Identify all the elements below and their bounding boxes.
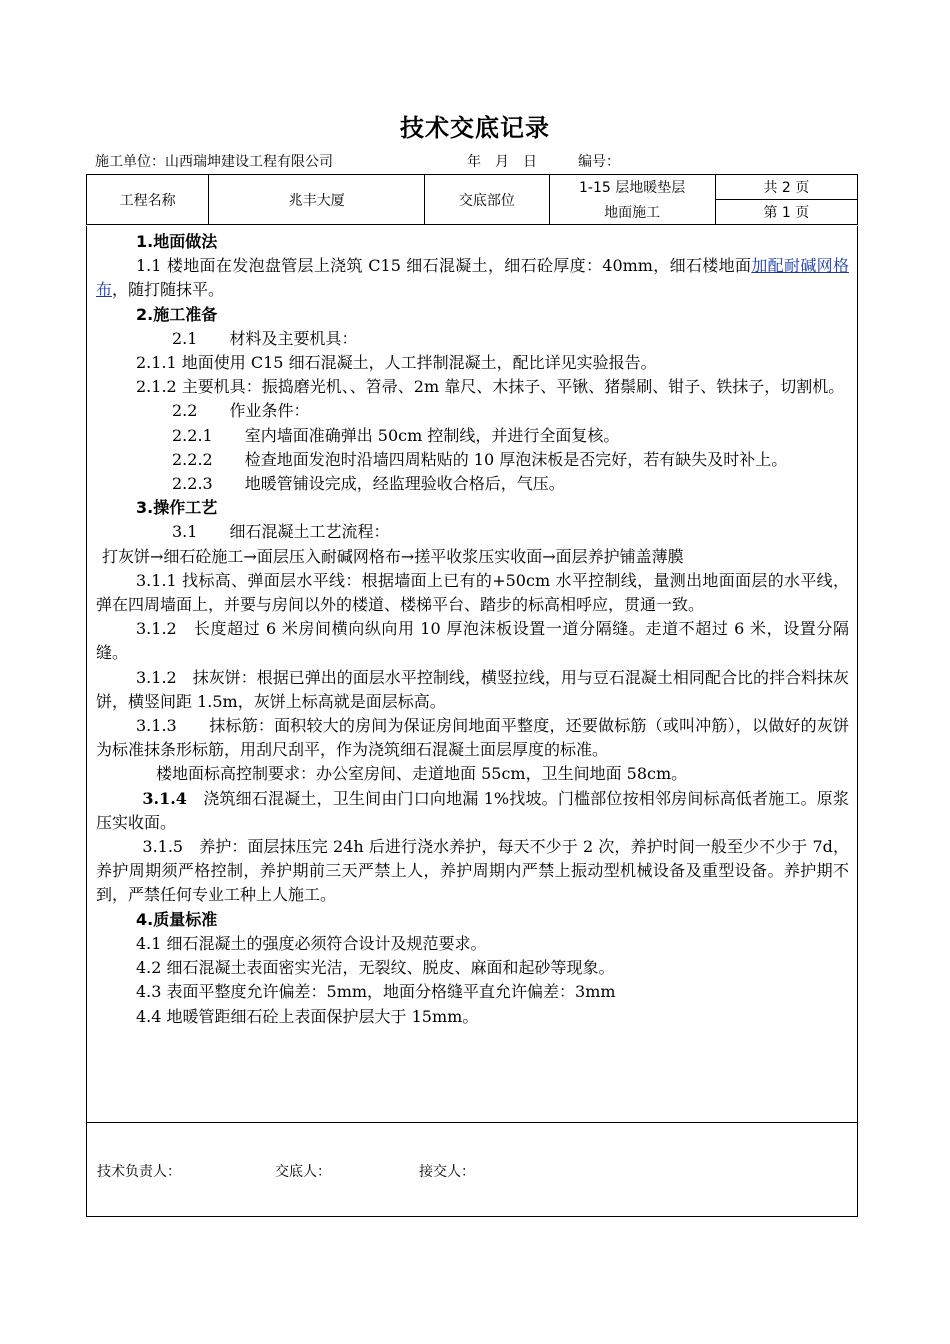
paragraph-3-1-4-text: 浇筑细石混凝土，卫生间由门口向地漏 1%找坡。门槛部位按相邻房间标高低者施工。原浆压实收面。 — [96, 788, 849, 832]
paragraph-2-2-2: 2.2.2 检查地面发泡时沿墙四周粘贴的 10 厚泡沫板是否完好，若有缺失及时补上。 — [172, 449, 788, 469]
project-name: 兆丰大厦 — [209, 175, 425, 225]
tech-lead-label: 技术负责人： — [97, 1164, 181, 1180]
part-line-2: 地面施工 — [549, 200, 715, 225]
process-flow: 打灰饼→细石砼施工→面层压入耐碱网格布→搓平收浆压实收面→面层养护铺盖薄膜 — [102, 546, 684, 566]
header-line — [95, 151, 855, 171]
section-1-title: 1.地面做法 — [136, 232, 218, 251]
section-4-title: 4.质量标准 — [136, 909, 218, 929]
paragraph-1-1-text: 1.1 楼地面在发泡盘管层上浇筑 C15 细石混凝土，细石砼厚度：40mm，细石楼地面 — [136, 256, 752, 276]
page-number: 第 1 页 — [715, 200, 857, 225]
number-field: 编号： — [578, 154, 620, 170]
date-field: 年 月 日 — [467, 154, 537, 170]
mesh-link[interactable]: 加配耐 — [751, 256, 801, 276]
paragraph-2-2-1: 2.2.1 室内墙面准确弹出 50cm 控制线，并进行全面复核。 — [172, 425, 620, 445]
paragraph-1-1-end: ，随打随抹平。 — [112, 280, 225, 300]
paragraph-3-1-4-number: 3.1.4 — [142, 788, 187, 808]
paragraph-3-1-2-a: 3.1.2 长度超过 6 米房间横向纵向用 10 厚泡沫板设置一道分隔缝。走道不超过 6 米，设置分隔缝。 — [96, 619, 849, 663]
paragraph-3-1-2-b: 3.1.2 抹灰饼：根据已弹出的面层水平控制线，横竖拉线，用与豆石混凝土相同配合比的拌合料抹灰饼，横竖间距 1.5m，灰饼上标高就是面层标高。 — [96, 667, 849, 711]
paragraph-2-2-3: 2.2.3 地暖管铺设完成，经监理验收合格后，气压。 — [172, 474, 565, 494]
info-table — [86, 174, 858, 225]
total-pages: 共 2 页 — [715, 175, 857, 200]
paragraph-3-1-3: 3.1.3 抹标筋：面积较大的房间为保证房间地面平整度，还要做标筋（或叫冲筋），以做好的灰饼为标准抹条形标筋，用刮尺刮平，作为浇筑细石混凝土面层厚度的标准。 — [96, 716, 849, 760]
paragraph-4-1: 4.1 细石混凝土的强度必须符合设计及规范要求。 — [136, 933, 487, 953]
paragraph-1-1 — [96, 254, 849, 302]
paragraph-2-1: 2.1 材料及主要机具： — [172, 328, 358, 348]
content-box — [86, 226, 858, 1123]
paragraph-2-2: 2.2 作业条件： — [172, 401, 310, 421]
mesh-link-cont[interactable]: 碱网格布 — [96, 256, 849, 300]
paragraph-3-1: 3.1 细石混凝土工艺流程： — [172, 522, 390, 542]
paragraph-3-1-5: 3.1.5 养护：面层抹压完 24h 后进行浇水养护，每天不少于 2 次，养护时间一般至少不少于 7d，养护周期须严格控制，养护期前三天严禁上人，养护周期内严禁上振动型机械设备及重型设备。养护期不到，严禁任何专业工种上人施工。 — [96, 837, 849, 905]
paragraph-3-1-1: 3.1.1 找标高、弹面层水平线：根据墙面上已有的+50cm 水平控制线，量测出地面面层的水平线，弹在四周墙面上，并要与房间以外的楼道、楼梯平台、踏步的标高相呼应，贯通一致。 — [96, 570, 849, 615]
document-title: 技术交底记录 — [400, 114, 550, 142]
receiver-label: 接交人： — [419, 1164, 475, 1180]
paragraph-4-4: 4.4 地暖管距细石砼上表面保护层大于 15mm。 — [136, 1006, 479, 1026]
part-label: 交底部位 — [425, 175, 549, 225]
discloser-label: 交底人： — [275, 1164, 331, 1180]
paragraph-2-1-2: 2.1.2 主要机具：振捣磨光机、、笤帚、2m 靠尺、木抹子、平锹、猪鬃刷、钳子、铁抹子，切割机。 — [136, 377, 845, 397]
paragraph-4-3: 4.3 表面平整度允许偏差：5mm，地面分格缝平直允许偏差：3mm — [136, 982, 616, 1002]
section-3-title: 3.操作工艺 — [136, 498, 218, 518]
paragraph-3-1-4 — [96, 787, 849, 835]
construction-unit: 施工单位：山西瑞坤建设工程有限公司 — [95, 154, 333, 170]
paragraph-4-2: 4.2 细石混凝土表面密实光洁，无裂纹、脱皮、麻面和起砂等现象。 — [136, 958, 615, 978]
part-line-1: 1-15 层地暖垫层 — [549, 175, 715, 200]
project-name-label: 工程名称 — [87, 175, 209, 225]
signature-box — [86, 1123, 858, 1217]
elevation-requirement: 楼地面标高控制要求：办公室房间、走道地面 55cm，卫生间地面 58cm。 — [156, 764, 688, 784]
paragraph-2-1-1: 2.1.1 地面使用 C15 细石混凝土，人工拌制混凝土，配比详见实验报告。 — [136, 353, 657, 373]
section-2-title: 2.施工准备 — [136, 304, 218, 324]
